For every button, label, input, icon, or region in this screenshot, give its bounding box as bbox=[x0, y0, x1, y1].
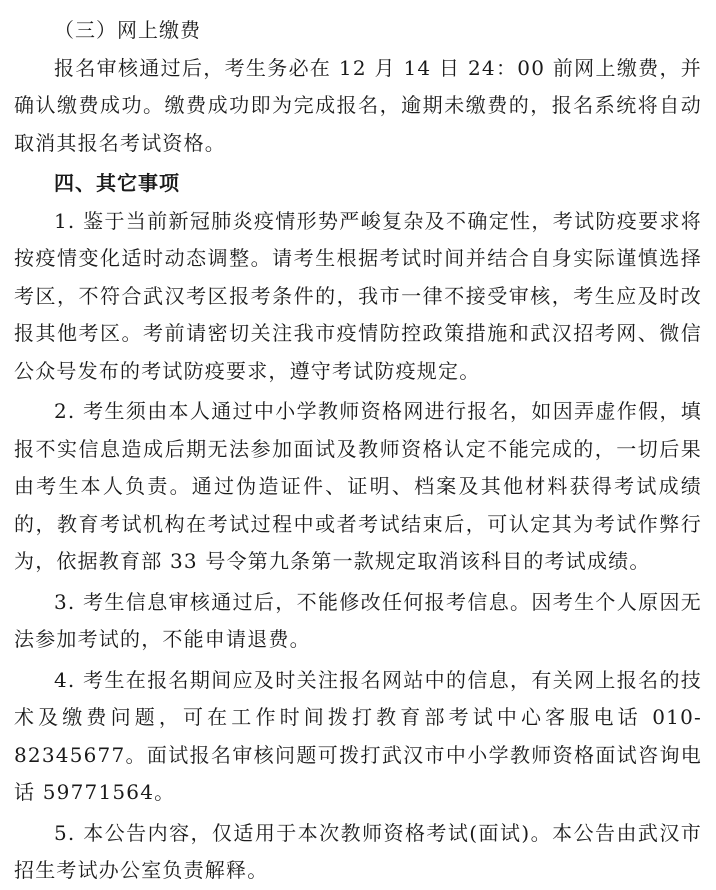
notice-item-5: 5. 本公告内容，仅适用于本次教师资格考试(面试)。本公告由武汉市招生考试办公室负责解释。 bbox=[14, 820, 702, 882]
section-4-heading: 四、其它事项 bbox=[54, 171, 180, 195]
document-page bbox=[14, 12, 702, 890]
section-3-heading: （三）网上缴费 bbox=[54, 18, 201, 42]
notice-item-2: 2. 考生须由本人通过中小学教师资格网进行报名，如因弄虚作假，填报不实信息造成后期无法参加面试及教师资格认定不能完成的，一切后果由考生本人负责。通过伪造证件、证明、档案及其他材料获得考试成绩的，教育考试机构在考试过程中或者考试结束后，可认定其为考试作弊行为，依据教育部 33 号令第九条第一款规定取消该科目的考试成绩。 bbox=[14, 399, 702, 573]
notice-item-1: 1. 鉴于当前新冠肺炎疫情形势严峻复杂及不确定性，考试防疫要求将按疫情变化适时动态调整。请考生根据考试时间并结合自身实际谨慎选择考区，不符合武汉考区报考条件的，我市一律不接受审核，考生应及时改报其他考区。考前请密切关注我市疫情防控政策措施和武汉招考网、微信公众号发布的考试防疫要求，遵守考试防疫规定。 bbox=[14, 208, 702, 383]
notice-item-3: 3. 考生信息审核通过后，不能修改任何报考信息。因考生个人原因无法参加考试的，不能申请退费。 bbox=[14, 589, 702, 651]
section-3-paragraph: 报名审核通过后，考生务必在 12 月 14 日 24：00 前网上缴费，并确认缴费成功。缴费成功即为完成报名，逾期未缴费的，报名系统将自动取消其报名考试资格。 bbox=[14, 55, 702, 155]
notice-item-4: 4. 考生在报名期间应及时关注报名网站中的信息，有关网上报名的技术及缴费问题，可在工作时间拨打教育部考试中心客服电话 010-82345677。面试报名审核问题可拨打武汉市中小学教师资格面试咨询电话 59771564。 bbox=[14, 667, 702, 804]
